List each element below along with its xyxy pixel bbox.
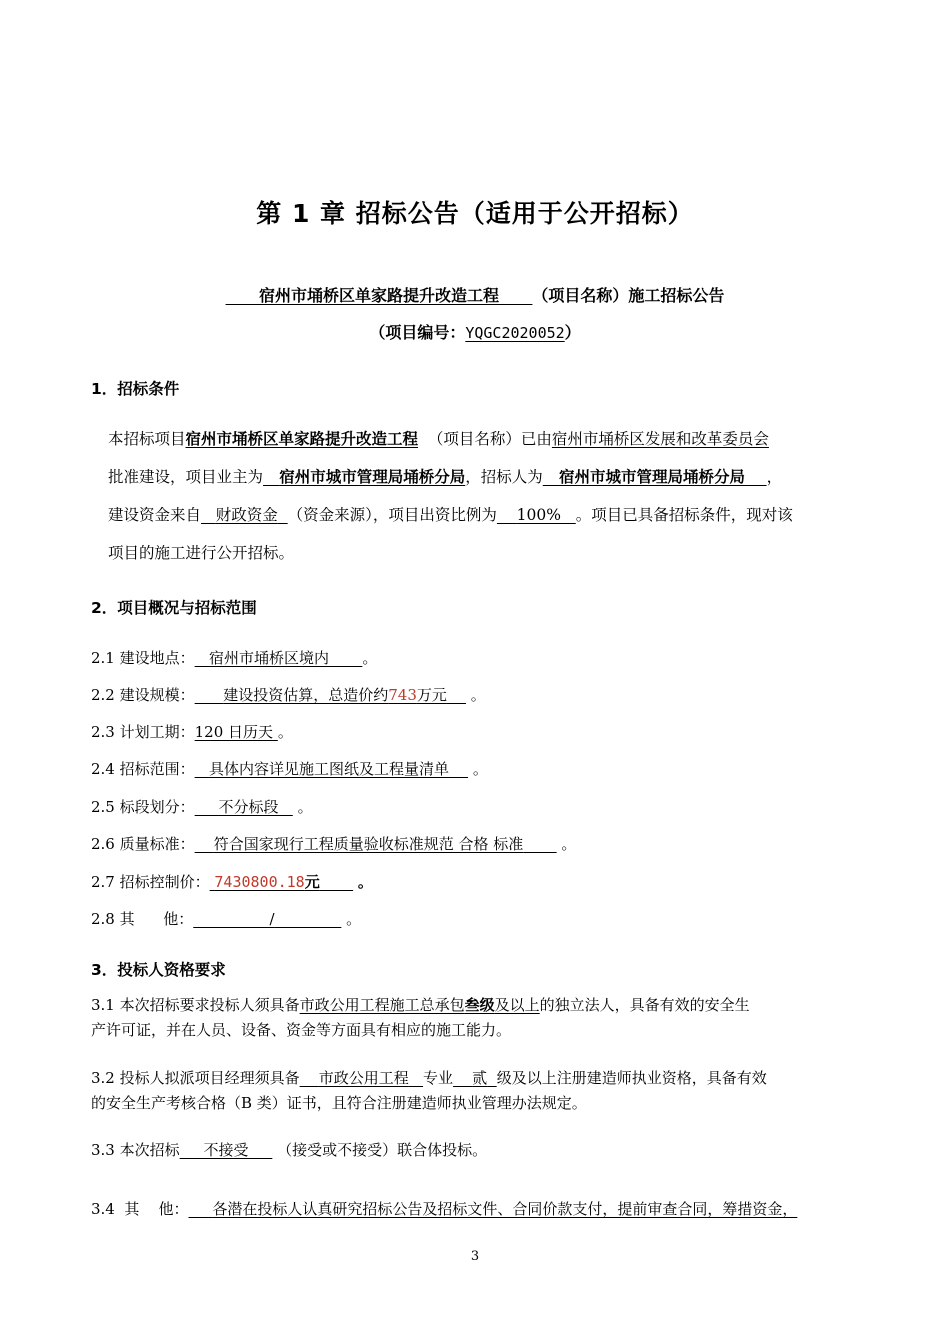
page-number: 3 xyxy=(470,1249,480,1264)
s1-owner: 宿州市城市管理局埇桥分局 xyxy=(279,468,466,486)
item-2-3: 2.3 计划工期：120 日历天 。 xyxy=(91,723,293,741)
project-code-line: （项目编号：YQGC2020052） xyxy=(369,323,581,342)
item-2-5: 2.5 标段划分： 不分标段 。 xyxy=(91,798,313,816)
s1-line-2: 批准建设，项目业主为 宿州市城市管理局埇桥分局，招标人为 宿州市城市管理局埇桥分局 ， xyxy=(108,468,783,486)
item-3-1-line-1: 3.1 本次招标要求投标人须具备市政公用工程施工总承包叁级及以上的独立法人，具备有效的安全生 xyxy=(91,996,750,1014)
item-3-2-line-2: 的安全生产考核合格（B 类）证书，且符合注册建造师执业管理办法规定。 xyxy=(91,1094,587,1112)
other-requirements: 各潜在投标人认真研究招标公告及招标文件、合同价款支付，提前审查合同，筹措资金， xyxy=(212,1200,798,1218)
item-2-1: 2.1 建设地点： 宿州市埇桥区境内 。 xyxy=(91,649,378,667)
manager-major: 市政公用工程 xyxy=(318,1069,409,1087)
manager-level: 贰 xyxy=(472,1069,488,1087)
s1-line-4: 项目的施工进行公开招标。 xyxy=(108,544,295,562)
scope-value: 具体内容详见施工图纸及工程量清单 xyxy=(208,760,449,778)
item-2-7: 2.7 招标控制价： 7430800.18元 。 xyxy=(91,873,373,891)
s1-project: 宿州市埇桥区单家路提升改造工程 xyxy=(185,430,419,448)
section-2-heading: 2．项目概况与招标范围 xyxy=(91,599,257,617)
project-name: 宿州市埇桥区单家路提升改造工程 xyxy=(258,286,499,305)
other-value: / xyxy=(269,910,275,928)
section-value: 不分标段 xyxy=(218,798,279,816)
item-3-4: 3.4 其 他： 各潜在投标人认真研究招标公告及招标文件、合同价款支付，提前审查合同，筹措资金， xyxy=(91,1200,798,1218)
item-2-4: 2.4 招标范围： 具体内容详见施工图纸及工程量清单 。 xyxy=(91,760,488,778)
item-3-2-line-1: 3.2 投标人拟派项目经理须具备 市政公用工程 专业 贰 级及以上注册建造师执业资格，具备有效 xyxy=(91,1069,767,1087)
period-value: 120 日历天 xyxy=(194,723,274,741)
consortium-value: 不接受 xyxy=(203,1141,249,1159)
item-2-2: 2.2 建设规模： 建设投资估算，总造价约743万元 。 xyxy=(91,686,486,704)
item-2-8: 2.8 其 他： / 。 xyxy=(91,910,362,928)
item-2-6: 2.6 质量标准： 符合国家现行工程质量验收标准规范 合格 标准 。 xyxy=(91,835,577,853)
scale-value: 建设投资估算，总造价约743万元 xyxy=(223,686,447,704)
project-code: YQGC2020052 xyxy=(465,324,565,342)
s1-fund: 财政资金 xyxy=(215,506,278,524)
s1-line-1: 本招标项目宿州市埇桥区单家路提升改造工程 （项目名称）已由宿州市埇桥区发展和改革委员会 xyxy=(108,430,769,448)
section-1-heading: 1．招标条件 xyxy=(91,380,180,398)
section-3-heading: 3．投标人资格要求 xyxy=(91,961,226,979)
s1-tenderer: 宿州市城市管理局埇桥分局 xyxy=(558,468,745,486)
item-3-3: 3.3 本次招标 不接受 （接受或不接受）联合体投标。 xyxy=(91,1141,488,1159)
chapter-title: 第 1 章 招标公告（适用于公开招标） xyxy=(256,199,694,228)
s1-approver: 宿州市埇桥区发展和改革委员会 xyxy=(551,430,769,448)
price-number: 7430800.18 xyxy=(214,873,305,891)
price-value: 7430800.18元 xyxy=(214,873,320,891)
s1-line-3: 建设资金来自 财政资金 （资金来源），项目出资比例为 100% 。项目已具备招标条件，现对该 xyxy=(108,506,793,524)
notice-subtitle xyxy=(0,283,950,306)
location-value: 宿州市埇桥区境内 xyxy=(208,649,329,667)
cert-requirement: 市政公用工程施工总承包叁级及以上 xyxy=(299,996,540,1014)
s1-ratio: 100% xyxy=(516,506,561,524)
quality-value: 符合国家现行工程质量验收标准规范 合格 标准 xyxy=(213,835,524,853)
subtitle-suffix: （项目名称）施工招标公告 xyxy=(532,286,725,305)
item-3-1-line-2: 产许可证，并在人员、设备、资金等方面具有相应的施工能力。 xyxy=(91,1021,512,1039)
